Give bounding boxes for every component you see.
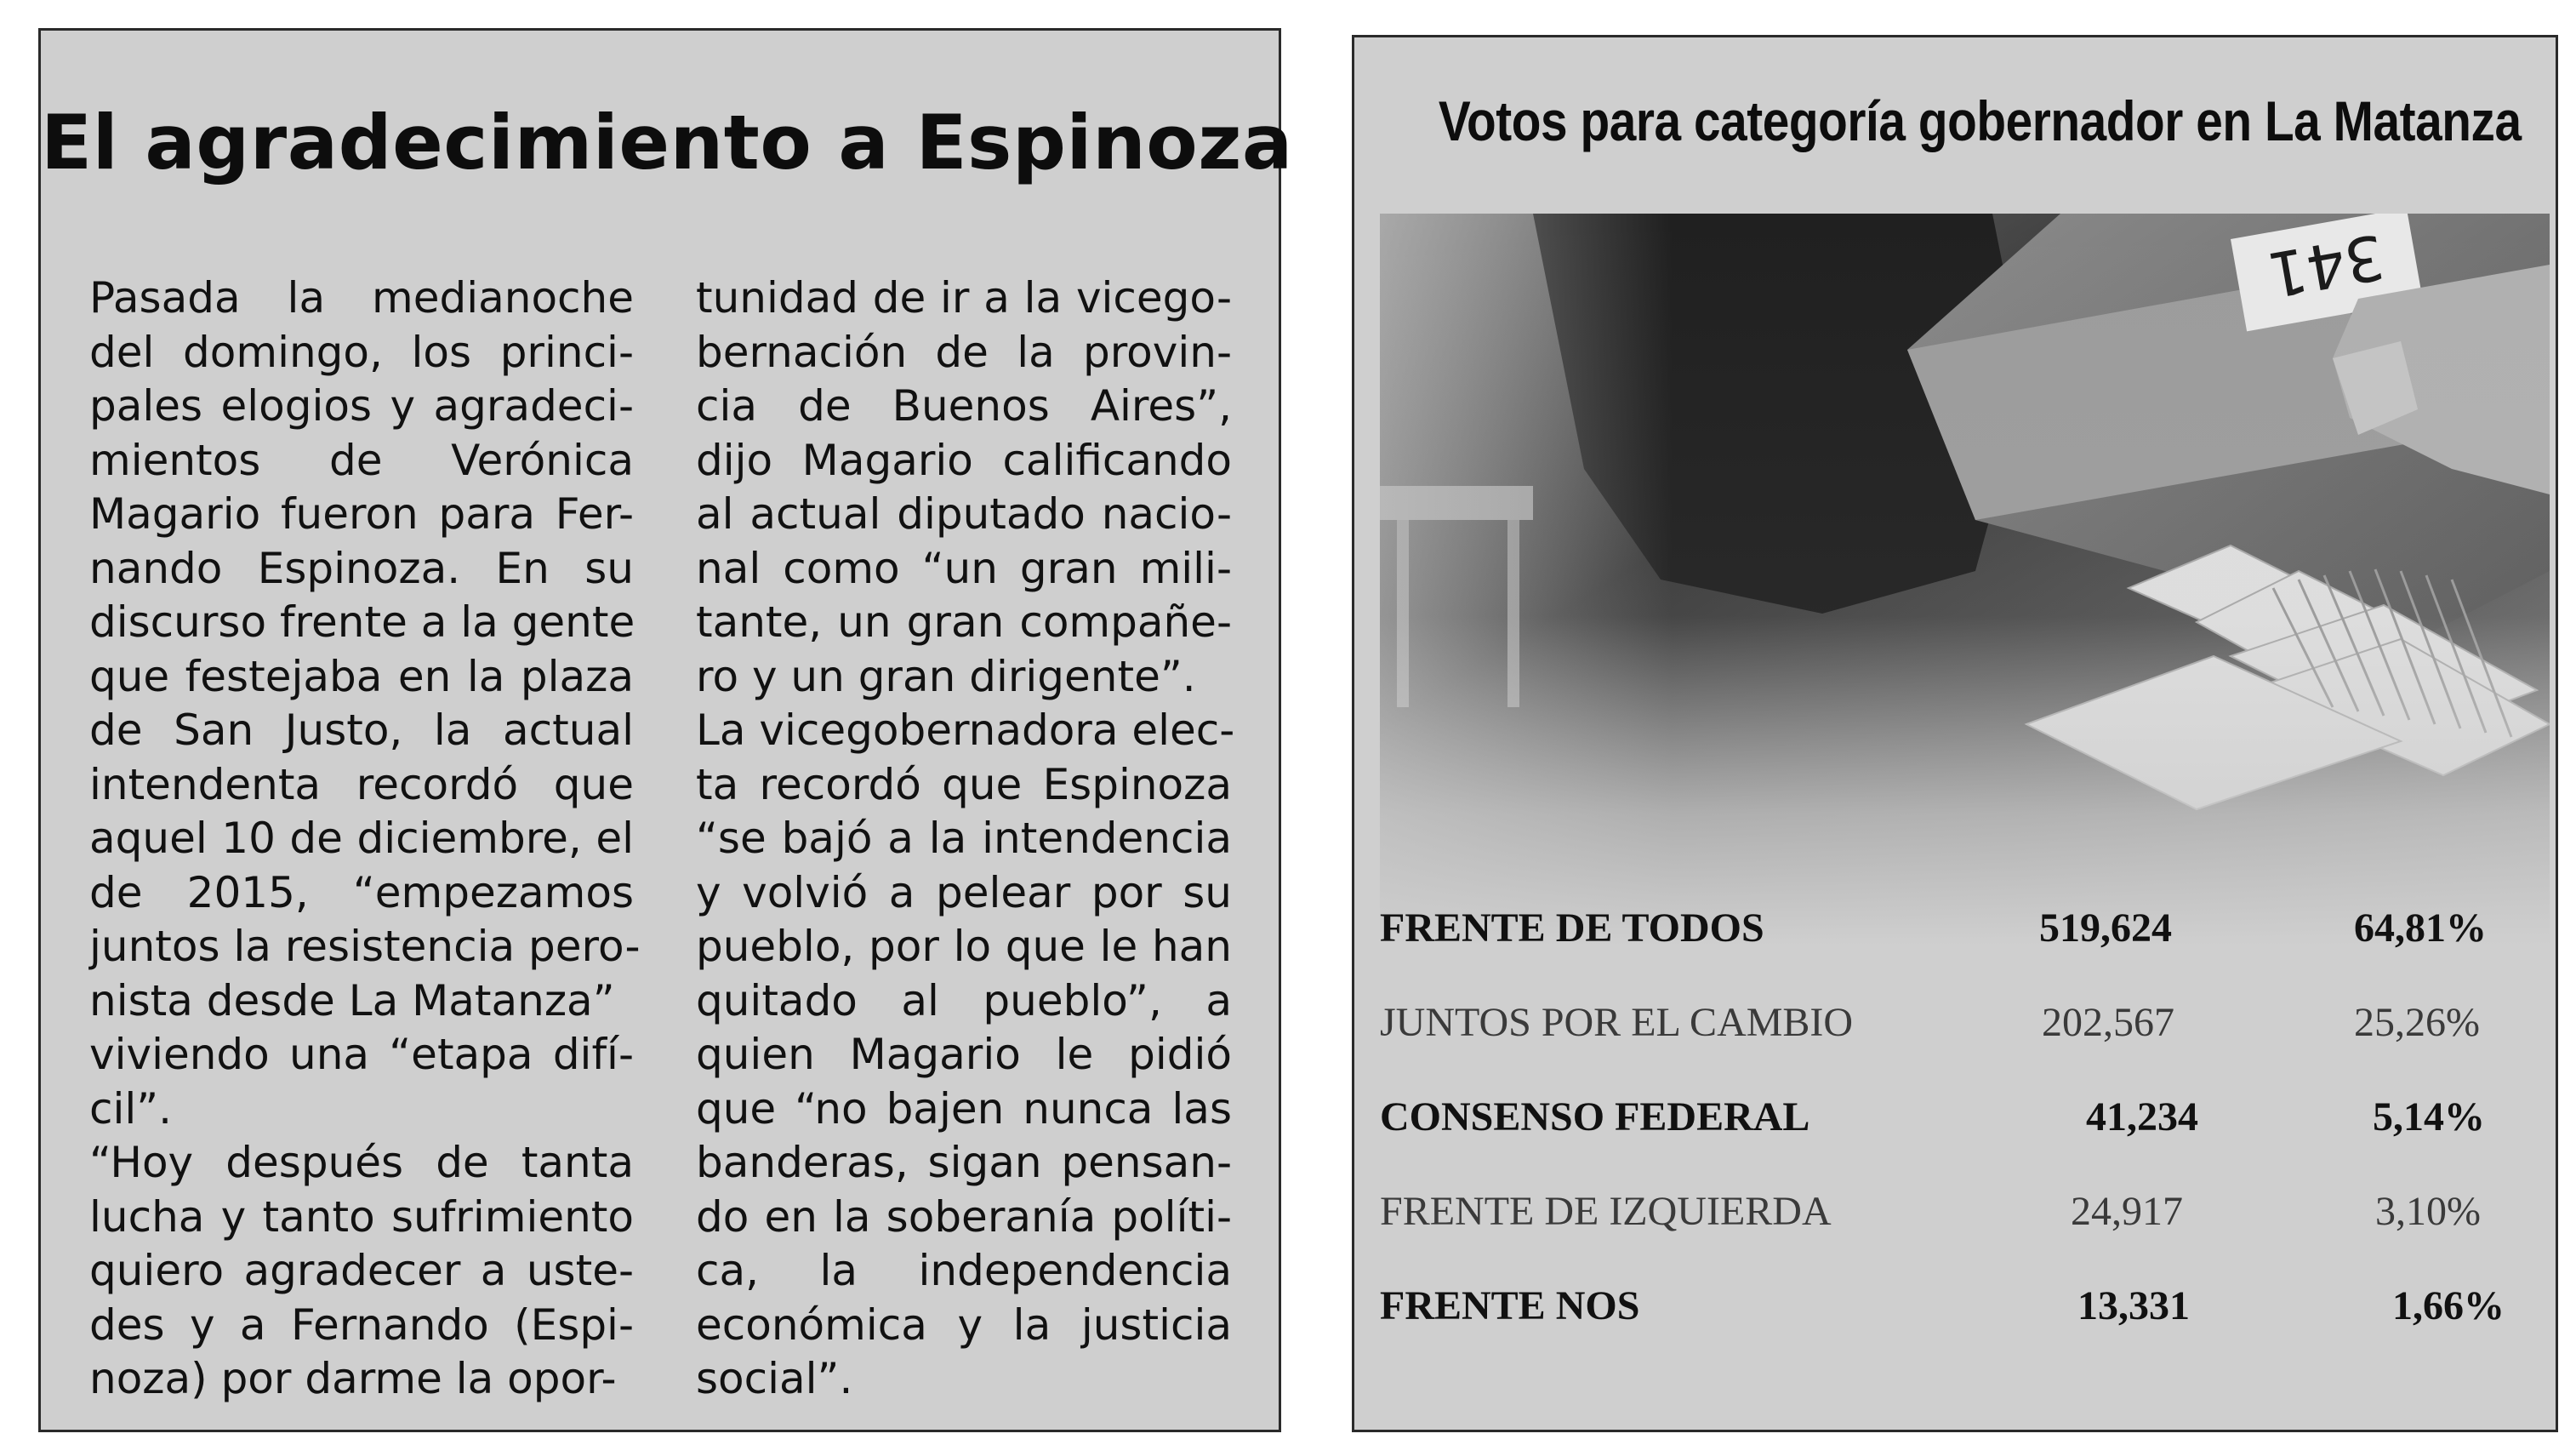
- article-line: quiero agradecer a uste-: [89, 1246, 634, 1295]
- article-line: Pasada la medianoche: [89, 273, 634, 323]
- article-line: nista desde La Matanza”: [89, 975, 615, 1025]
- article-line: de San Justo, la actual: [89, 705, 634, 755]
- vote-count: 13,331: [2077, 1283, 2190, 1328]
- vote-row: [1380, 1188, 2545, 1248]
- votes-panel: [1352, 35, 2558, 1432]
- vote-percentage: 1,66%: [2392, 1283, 2505, 1328]
- vote-percentage: 25,26%: [2354, 1000, 2480, 1045]
- article-line: bernación de la provin-: [696, 327, 1232, 377]
- votes-title: Votos para categoría gobernador en La Matanza: [1438, 89, 2522, 152]
- article-column-2: [696, 271, 1235, 1407]
- article-column-1: [89, 271, 641, 1407]
- vote-count: 41,234: [2086, 1094, 2198, 1139]
- article-line: tante, un gran compañe-: [696, 597, 1232, 647]
- article-line: intendenta recordó que: [89, 759, 634, 809]
- article-line: mientos de Verónica: [89, 435, 634, 485]
- article-title: El agradecimiento a Espinoza: [41, 99, 1293, 186]
- article-line: cil”.: [89, 1083, 173, 1134]
- article-line: Magario fueron para Fer-: [89, 489, 634, 539]
- vote-percentage: 64,81%: [2354, 905, 2487, 951]
- article-line: La vicegobernadora elec-: [696, 705, 1235, 755]
- article-line: nando Espinoza. En su: [89, 543, 634, 593]
- article-panel: [38, 28, 1293, 1432]
- vote-row: [1380, 1282, 2545, 1342]
- article-line: des y a Fernando (Espi-: [89, 1299, 634, 1350]
- article-line: viviendo una “etapa difí-: [89, 1030, 634, 1079]
- vote-row: [1380, 1094, 2545, 1153]
- article-line: pales elogios y agradeci-: [89, 381, 634, 431]
- article-line: pueblo, por lo que le han: [696, 922, 1232, 971]
- article-line: al actual diputado nacio-: [696, 489, 1232, 539]
- vote-percentage: 3,10%: [2375, 1189, 2481, 1234]
- vote-count: 24,917: [2071, 1189, 2183, 1234]
- party-name: FRENTE DE IZQUIERDA: [1380, 1189, 1832, 1234]
- article-line: y volvió a pelear por su: [696, 867, 1232, 917]
- vote-percentage: 5,14%: [2373, 1094, 2485, 1139]
- vote-row: [1380, 905, 2545, 964]
- article-line: discurso frente a la gente: [89, 597, 635, 647]
- article-line: ro y un gran dirigente”.: [696, 651, 1196, 701]
- party-name: FRENTE NOS: [1380, 1283, 1640, 1328]
- article-line: dijo Magario calificando: [696, 435, 1232, 485]
- article-line: “se bajó a la intendencia: [696, 814, 1232, 863]
- vote-count: 519,624: [2039, 905, 2172, 951]
- article-line: tunidad de ir a la vicego-: [696, 273, 1232, 323]
- article-line: que “no bajen nunca las: [696, 1083, 1232, 1134]
- article-line: económica y la justicia: [696, 1299, 1232, 1350]
- article-line: ca, la independencia: [696, 1246, 1232, 1295]
- article-line: “Hoy después de tanta: [89, 1138, 634, 1187]
- ballot-box-photo: [1380, 214, 2550, 945]
- article-line: aquel 10 de diciembre, el: [89, 814, 634, 863]
- party-name: FRENTE DE TODOS: [1380, 905, 1764, 951]
- article-line: del domingo, los princi-: [89, 327, 634, 377]
- vote-row: [1380, 999, 2545, 1059]
- article-line: do en la soberanía políti-: [696, 1191, 1232, 1242]
- article-line: noza) por darme la opor-: [89, 1354, 617, 1403]
- article-line: nal como “un gran mili-: [696, 543, 1232, 593]
- party-name: JUNTOS POR EL CAMBIO: [1380, 1000, 1854, 1045]
- article-line: de 2015, “empezamos: [89, 867, 634, 917]
- article-line: juntos la resistencia pero-: [89, 922, 641, 971]
- article-line: quien Magario le pidió: [696, 1030, 1232, 1079]
- vote-count: 202,567: [2042, 1000, 2174, 1045]
- article-line: que festejaba en la plaza: [89, 651, 634, 701]
- article-line: lucha y tanto sufrimiento: [89, 1191, 634, 1242]
- article-line: social”.: [696, 1354, 853, 1403]
- article-line: banderas, sigan pensan-: [696, 1138, 1232, 1187]
- party-name: CONSENSO FEDERAL: [1380, 1094, 1810, 1139]
- article-line: ta recordó que Espinoza: [696, 759, 1232, 809]
- article-line: cia de Buenos Aires”,: [696, 381, 1232, 431]
- article-line: quitado al pueblo”, a: [696, 975, 1232, 1025]
